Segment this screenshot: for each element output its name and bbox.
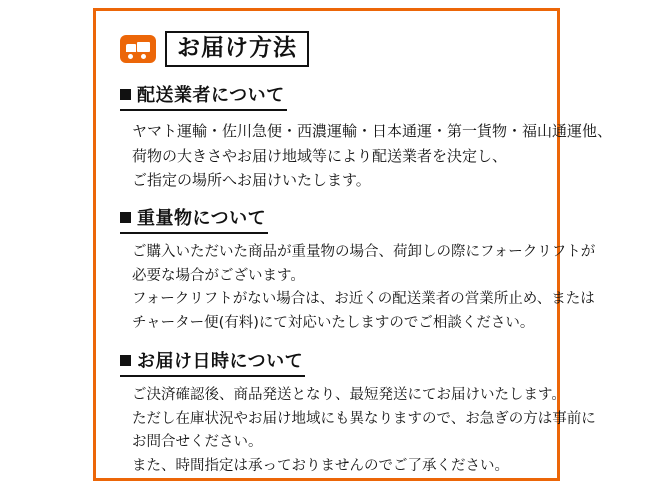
truck-cargo-shape: [137, 42, 150, 52]
body-line: ヤマト運輸・佐川急便・西濃運輸・日本通運・第一貨物・福山通運他、: [132, 122, 613, 141]
section-body: [132, 241, 596, 335]
body-line: また、時間指定は承っておりませんのでご了承ください。: [132, 457, 509, 474]
truck-wheel-rear-shape: [141, 54, 146, 59]
body-line: ご購入いただいた商品が重量物の場合、荷卸しの際にフォークリフトが: [132, 244, 596, 261]
body-line: ご決済確認後、商品発送となり、最短発送にてお届けいたします。: [132, 387, 566, 404]
section-body: [132, 384, 596, 478]
section-heading: [120, 347, 305, 377]
section-body: [132, 119, 613, 192]
truck-wheel-front-shape: [128, 54, 133, 59]
body-line: ご指定の場所へお届けいたします。: [132, 171, 371, 190]
body-line: 荷物の大きさやお届け地域等により配送業者を決定し、: [132, 146, 508, 165]
section-delivery-datetime: [120, 347, 596, 478]
delivery-truck-icon: [120, 35, 156, 63]
section-shipping-carriers: [120, 81, 613, 192]
section-heading-label: 重量物について: [137, 208, 267, 230]
body-line: お問合せください。: [132, 434, 263, 451]
delivery-method-card: [93, 8, 613, 481]
section-heading: [120, 204, 268, 234]
truck-cab-shape: [126, 44, 136, 52]
section-heading-label: お届け日時について: [137, 351, 304, 373]
bullet-square-icon: [120, 355, 131, 366]
section-heavy-items: [120, 204, 596, 335]
section-heading: [120, 81, 287, 111]
body-line: フォークリフトがない場合は、お近くの配送業者の営業所止め、または: [132, 291, 595, 308]
bullet-square-icon: [120, 212, 131, 223]
body-line: 必要な場合がございます。: [132, 267, 305, 284]
section-heading-label: 配送業者について: [137, 85, 285, 107]
body-line: ただし在庫状況やお届け地域にも異なりますので、お急ぎの方は事前に: [132, 410, 596, 427]
page-title: お届け方法: [165, 31, 309, 67]
body-line: チャーター便(有料)にて対応いたしますのでご相談ください。: [132, 314, 535, 331]
bullet-square-icon: [120, 89, 131, 100]
card-title-row: [120, 31, 535, 67]
